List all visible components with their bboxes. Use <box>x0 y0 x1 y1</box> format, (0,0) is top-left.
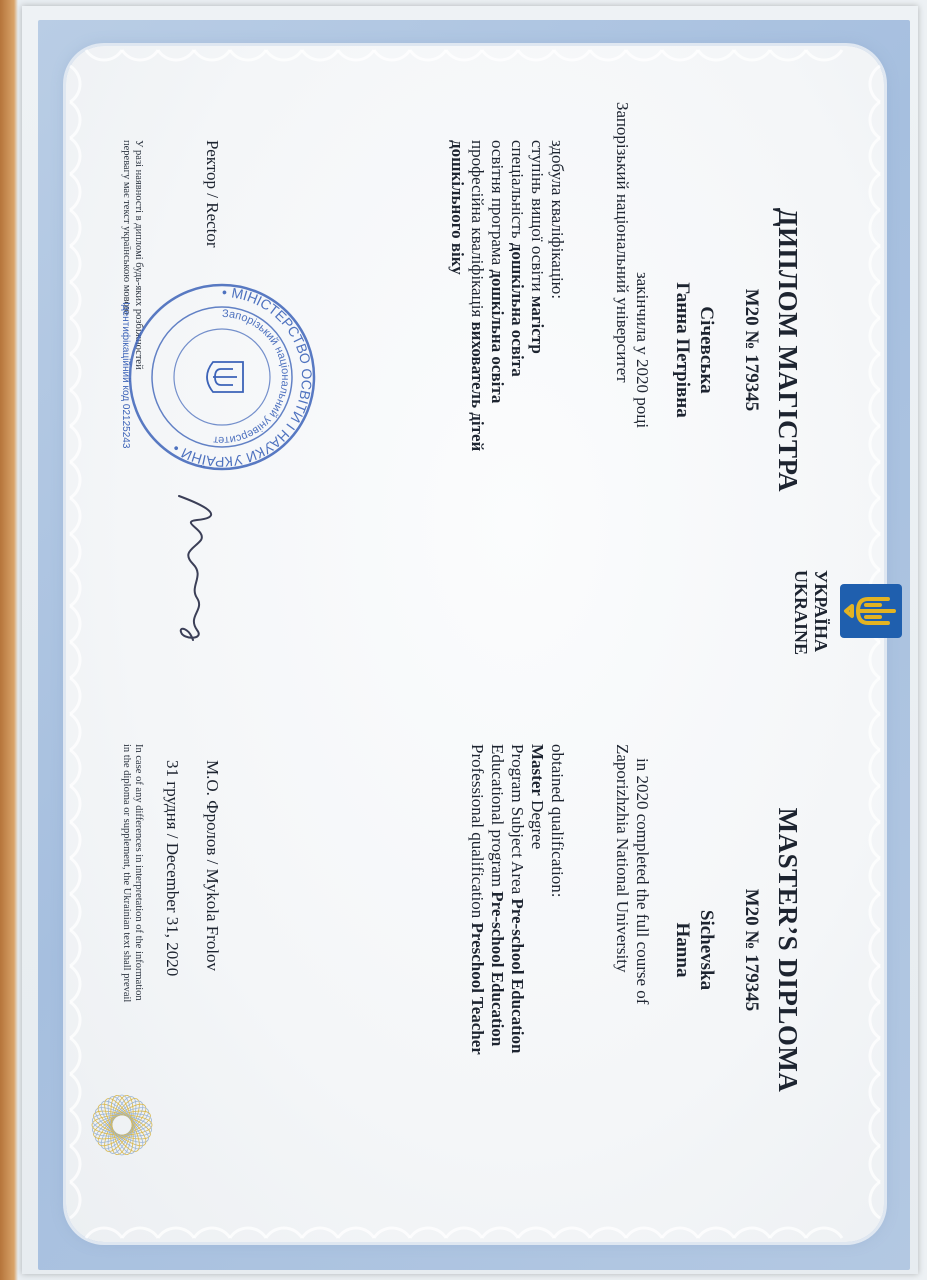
ukrainian-prof-prefix: професійна кваліфікація <box>468 140 487 318</box>
ukrainian-degree-line <box>527 140 547 620</box>
english-diploma-number: M20 № 179345 <box>741 888 762 1012</box>
ukrainian-obtained-label: здобула кваліфікацію: <box>548 140 567 300</box>
ukrainian-completed: закінчила у 2020 році <box>633 271 652 429</box>
seal-inner-text: Запорізький національний університет <box>212 307 292 447</box>
seal-code-text: Ідентифікаційний код 02125243 <box>120 302 131 449</box>
english-section <box>612 690 803 1210</box>
english-university: Zaporizhzhia National University <box>613 744 632 973</box>
english-subject-line <box>507 744 527 1214</box>
english-qualification-block <box>467 744 567 1214</box>
country-name-uk: УКРАЇНА <box>811 570 831 652</box>
signatory-name: М.О. Фролов / Mykola Frolov <box>203 760 222 972</box>
english-prof-value: Preschool Teacher <box>468 922 487 1055</box>
english-footnote-line-2: in the diploma or supplement, the Ukrainian text shall prevail <box>121 744 132 1003</box>
english-professional-line <box>467 744 487 1214</box>
ukrainian-footnote-line-1: У разі наявності в дипломі будь-яких розбіжностей <box>133 140 144 370</box>
english-title: MASTER’S DIPLOMA <box>773 807 803 1093</box>
english-subject-prefix: Program Subject Area <box>508 744 527 895</box>
english-footnote-line-1: In case of any differences in interpretation of the information <box>133 744 144 1001</box>
seal-outer-text: • МІНІСТЕРСТВО ОСВІТИ І НАУКИ УКРАЇНИ • <box>169 283 316 471</box>
ukrainian-prof-value-1: вихователь дітей <box>468 321 487 452</box>
english-prof-prefix: Professional qualification <box>468 744 487 919</box>
rector-signature <box>167 490 227 690</box>
ukrainian-degree-value: магістр <box>528 295 547 354</box>
ukrainian-specialty-prefix: спеціальність <box>508 140 527 239</box>
english-degree-line <box>527 744 547 1214</box>
ukrainian-footnote-line-2: перевагу має текст українською мовою <box>121 140 132 315</box>
english-subject-value: Pre-school Education <box>508 898 527 1054</box>
ukrainian-degree-prefix: ступінь вищої освіти <box>528 140 547 292</box>
ukrainian-specialty-value: дошкільна освіта <box>508 242 527 377</box>
university-seal <box>127 282 317 472</box>
english-degree-value: Master <box>528 744 547 796</box>
ukrainian-prof-value-2: дошкільного віку <box>448 140 467 275</box>
ukrainian-program-line <box>487 140 507 620</box>
trident-coat-of-arms-icon <box>840 584 902 638</box>
ukrainian-program-prefix: освітня програма <box>488 140 507 266</box>
rector-label: Ректор / Rector <box>203 140 222 248</box>
country-name-en: UKRAINE <box>791 570 811 656</box>
issue-date: 31 грудня / December 31, 2020 <box>163 760 182 977</box>
seal-trident-icon <box>207 362 243 392</box>
english-surname: Sichevska <box>696 909 717 991</box>
ukrainian-given-names: Ганна Петрівна <box>672 282 693 418</box>
ukrainian-section <box>612 80 803 620</box>
english-program-line <box>487 744 507 1214</box>
english-given-names: Hanna <box>672 922 693 978</box>
ukrainian-diploma-number: M20 № 179345 <box>741 288 762 412</box>
ukrainian-title: ДИПЛОМ МАГІСТРА <box>773 207 803 493</box>
ukrainian-surname: Січевська <box>696 306 717 394</box>
english-obtained-label: obtained qualification: <box>548 744 567 898</box>
ukrainian-professional-line <box>467 140 487 620</box>
guilloche-rosette <box>87 1090 157 1160</box>
ukrainian-program-value: дошкільна освіта <box>488 269 507 404</box>
english-program-prefix: Educational program <box>488 744 507 888</box>
ukrainian-specialty-line <box>507 140 527 620</box>
english-degree-suffix: Degree <box>528 800 547 850</box>
english-program-value: Pre-school Education <box>488 891 507 1047</box>
ukrainian-qualification-block <box>447 140 567 620</box>
ukrainian-university: Запорізький національний університет <box>613 102 632 383</box>
english-completed: in 2020 completed the full course of <box>633 758 652 1005</box>
